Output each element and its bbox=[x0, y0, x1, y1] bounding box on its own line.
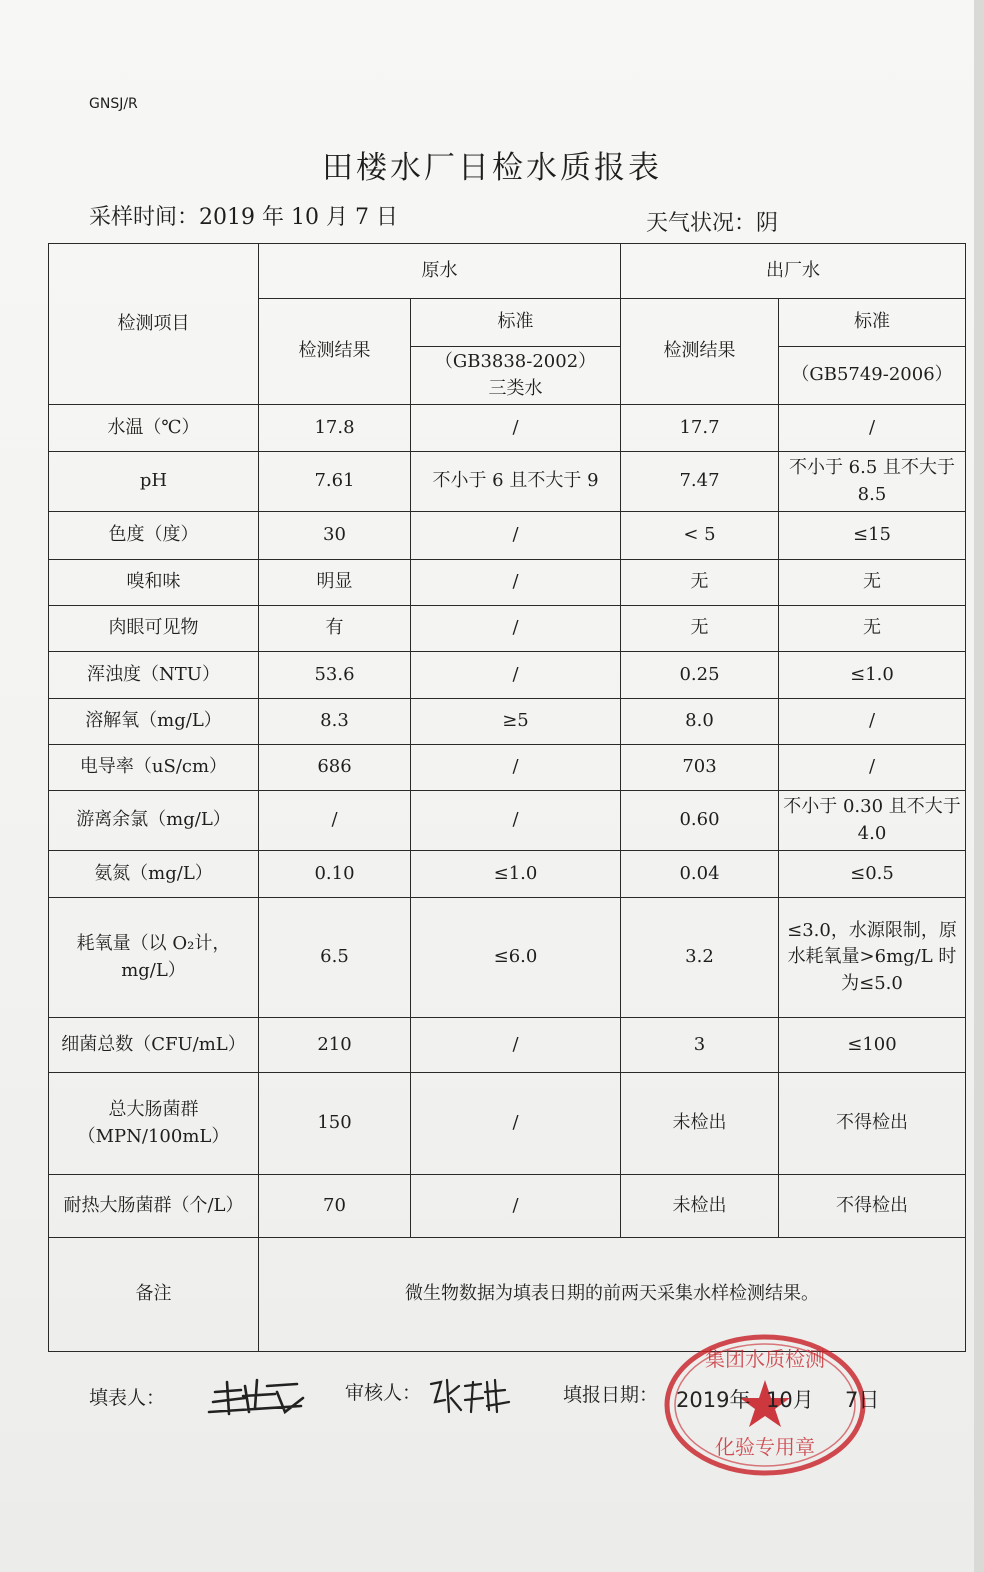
cell-raw-result: 17.8 bbox=[259, 405, 411, 452]
cell-raw-standard: / bbox=[411, 745, 621, 791]
cell-raw-standard: / bbox=[411, 1175, 621, 1238]
table-row bbox=[49, 512, 966, 560]
table-row bbox=[49, 851, 966, 898]
page-edge bbox=[974, 0, 984, 1572]
cell-item: 水温（℃） bbox=[49, 405, 259, 452]
cell-out-result: 3 bbox=[621, 1018, 779, 1073]
table-row bbox=[49, 652, 966, 699]
cell-raw-standard: ≤6.0 bbox=[411, 898, 621, 1018]
table-row bbox=[49, 1175, 966, 1238]
cell-raw-result: 7.61 bbox=[259, 452, 411, 512]
header-out-standard: 标准 bbox=[779, 299, 966, 347]
cell-out-standard: ≤0.5 bbox=[779, 851, 966, 898]
cell-raw-result: / bbox=[259, 791, 411, 851]
cell-raw-result: 8.3 bbox=[259, 699, 411, 745]
cell-raw-standard: ≥5 bbox=[411, 699, 621, 745]
header-raw-result: 检测结果 bbox=[259, 299, 411, 405]
cell-item: 总大肠菌群（MPN/100mL） bbox=[49, 1073, 259, 1175]
raw-std-code: （GB3838-2002） bbox=[434, 351, 597, 373]
cell-item: 细菌总数（CFU/mL） bbox=[49, 1018, 259, 1073]
cell-raw-standard: / bbox=[411, 791, 621, 851]
cell-out-result: 未检出 bbox=[621, 1175, 779, 1238]
header-raw-standard: 标准 bbox=[411, 299, 621, 347]
cell-raw-standard: / bbox=[411, 1073, 621, 1175]
cell-out-standard: ≤15 bbox=[779, 512, 966, 560]
cell-raw-standard: / bbox=[411, 606, 621, 652]
water-quality-table bbox=[48, 243, 966, 1352]
table-row bbox=[49, 791, 966, 851]
cell-out-standard: ≤1.0 bbox=[779, 652, 966, 699]
cell-raw-standard: / bbox=[411, 560, 621, 606]
table-row bbox=[49, 1018, 966, 1073]
cell-out-result: 0.04 bbox=[621, 851, 779, 898]
cell-out-result: 无 bbox=[621, 560, 779, 606]
report-month: 10月 bbox=[766, 1388, 814, 1412]
cell-out-result: 无 bbox=[621, 606, 779, 652]
cell-raw-result: 210 bbox=[259, 1018, 411, 1073]
cell-item: 耐热大肠菌群（个/L） bbox=[49, 1175, 259, 1238]
cell-out-standard: ≤3.0，水源限制，原水耗氧量>6mg/L 时为≤5.0 bbox=[779, 898, 966, 1018]
header-item: 检测项目 bbox=[49, 244, 259, 405]
cell-out-result: 0.60 bbox=[621, 791, 779, 851]
header-raw-std-code bbox=[411, 347, 621, 405]
cell-raw-standard: / bbox=[411, 652, 621, 699]
cell-raw-result: 30 bbox=[259, 512, 411, 560]
cell-out-result: 703 bbox=[621, 745, 779, 791]
cell-out-standard: ≤100 bbox=[779, 1018, 966, 1073]
cell-out-standard: / bbox=[779, 745, 966, 791]
cell-raw-result: 53.6 bbox=[259, 652, 411, 699]
table-row bbox=[49, 560, 966, 606]
raw-std-class: 三类水 bbox=[488, 377, 543, 399]
cell-raw-result: 6.5 bbox=[259, 898, 411, 1018]
cell-out-standard: 不得检出 bbox=[779, 1073, 966, 1175]
svg-text:化验专用章: 化验专用章 bbox=[715, 1435, 815, 1459]
table-row bbox=[49, 745, 966, 791]
cell-out-result: 0.25 bbox=[621, 652, 779, 699]
table-row bbox=[49, 606, 966, 652]
cell-item: 溶解氧（mg/L） bbox=[49, 699, 259, 745]
cell-raw-standard: / bbox=[411, 1018, 621, 1073]
report-day: 7日 bbox=[845, 1388, 880, 1412]
cell-raw-standard: ≤1.0 bbox=[411, 851, 621, 898]
cell-item: 电导率（uS/cm） bbox=[49, 745, 259, 791]
cell-out-standard: / bbox=[779, 405, 966, 452]
cell-out-result: 7.47 bbox=[621, 452, 779, 512]
cell-raw-standard: / bbox=[411, 405, 621, 452]
cell-item: 肉眼可见物 bbox=[49, 606, 259, 652]
cell-raw-result: 明显 bbox=[259, 560, 411, 606]
header-out-result: 检测结果 bbox=[621, 299, 779, 405]
cell-out-result: 未检出 bbox=[621, 1073, 779, 1175]
notes-text: 微生物数据为填表日期的前两天采集水样检测结果。 bbox=[259, 1238, 966, 1352]
table-row bbox=[49, 405, 966, 452]
cell-item: 氨氮（mg/L） bbox=[49, 851, 259, 898]
cell-item: 浑浊度（NTU） bbox=[49, 652, 259, 699]
cell-out-result: 8.0 bbox=[621, 699, 779, 745]
sampling-time: 采样时间：2019 年 10 月 7 日 bbox=[89, 205, 398, 230]
filler-signature bbox=[205, 1368, 315, 1420]
cell-raw-result: 70 bbox=[259, 1175, 411, 1238]
cell-item: pH bbox=[49, 452, 259, 512]
reviewer-signature bbox=[425, 1372, 515, 1420]
cell-out-result: 3.2 bbox=[621, 898, 779, 1018]
filler-label: 填表人： bbox=[89, 1387, 166, 1409]
cell-item: 游离余氯（mg/L） bbox=[49, 791, 259, 851]
header-out-std-code: （GB5749-2006） bbox=[779, 347, 966, 405]
cell-raw-result: 有 bbox=[259, 606, 411, 652]
reviewer-label: 审核人： bbox=[345, 1382, 422, 1404]
cell-out-standard: 无 bbox=[779, 606, 966, 652]
cell-item: 嗅和味 bbox=[49, 560, 259, 606]
svg-text:集团水质检测: 集团水质检测 bbox=[705, 1347, 825, 1371]
cell-out-standard: / bbox=[779, 699, 966, 745]
notes-label: 备注 bbox=[49, 1238, 259, 1352]
cell-raw-result: 150 bbox=[259, 1073, 411, 1175]
cell-out-standard: 无 bbox=[779, 560, 966, 606]
document-id: GNSJ/R bbox=[89, 96, 138, 112]
page-title: 田楼水厂日检水质报表 bbox=[322, 150, 662, 186]
cell-raw-standard: / bbox=[411, 512, 621, 560]
table-row bbox=[49, 452, 966, 512]
cell-raw-result: 0.10 bbox=[259, 851, 411, 898]
cell-item: 色度（度） bbox=[49, 512, 259, 560]
weather-status: 天气状况：阴 bbox=[646, 211, 779, 236]
cell-out-standard: 不小于 0.30 且不大于 4.0 bbox=[779, 791, 966, 851]
header-raw-water: 原水 bbox=[259, 244, 621, 299]
cell-out-result: 17.7 bbox=[621, 405, 779, 452]
report-date-label: 填报日期： bbox=[563, 1384, 659, 1406]
cell-out-standard: 不小于 6.5 且不大于 8.5 bbox=[779, 452, 966, 512]
cell-raw-standard: 不小于 6 且不大于 9 bbox=[411, 452, 621, 512]
cell-out-result: < 5 bbox=[621, 512, 779, 560]
report-year: 2019年 bbox=[676, 1388, 751, 1412]
cell-raw-result: 686 bbox=[259, 745, 411, 791]
table-row bbox=[49, 1073, 966, 1175]
cell-out-standard: 不得检出 bbox=[779, 1175, 966, 1238]
table-row bbox=[49, 699, 966, 745]
header-treated-water: 出厂水 bbox=[621, 244, 966, 299]
table-row bbox=[49, 898, 966, 1018]
cell-item: 耗氧量（以 O₂计，mg/L） bbox=[49, 898, 259, 1018]
